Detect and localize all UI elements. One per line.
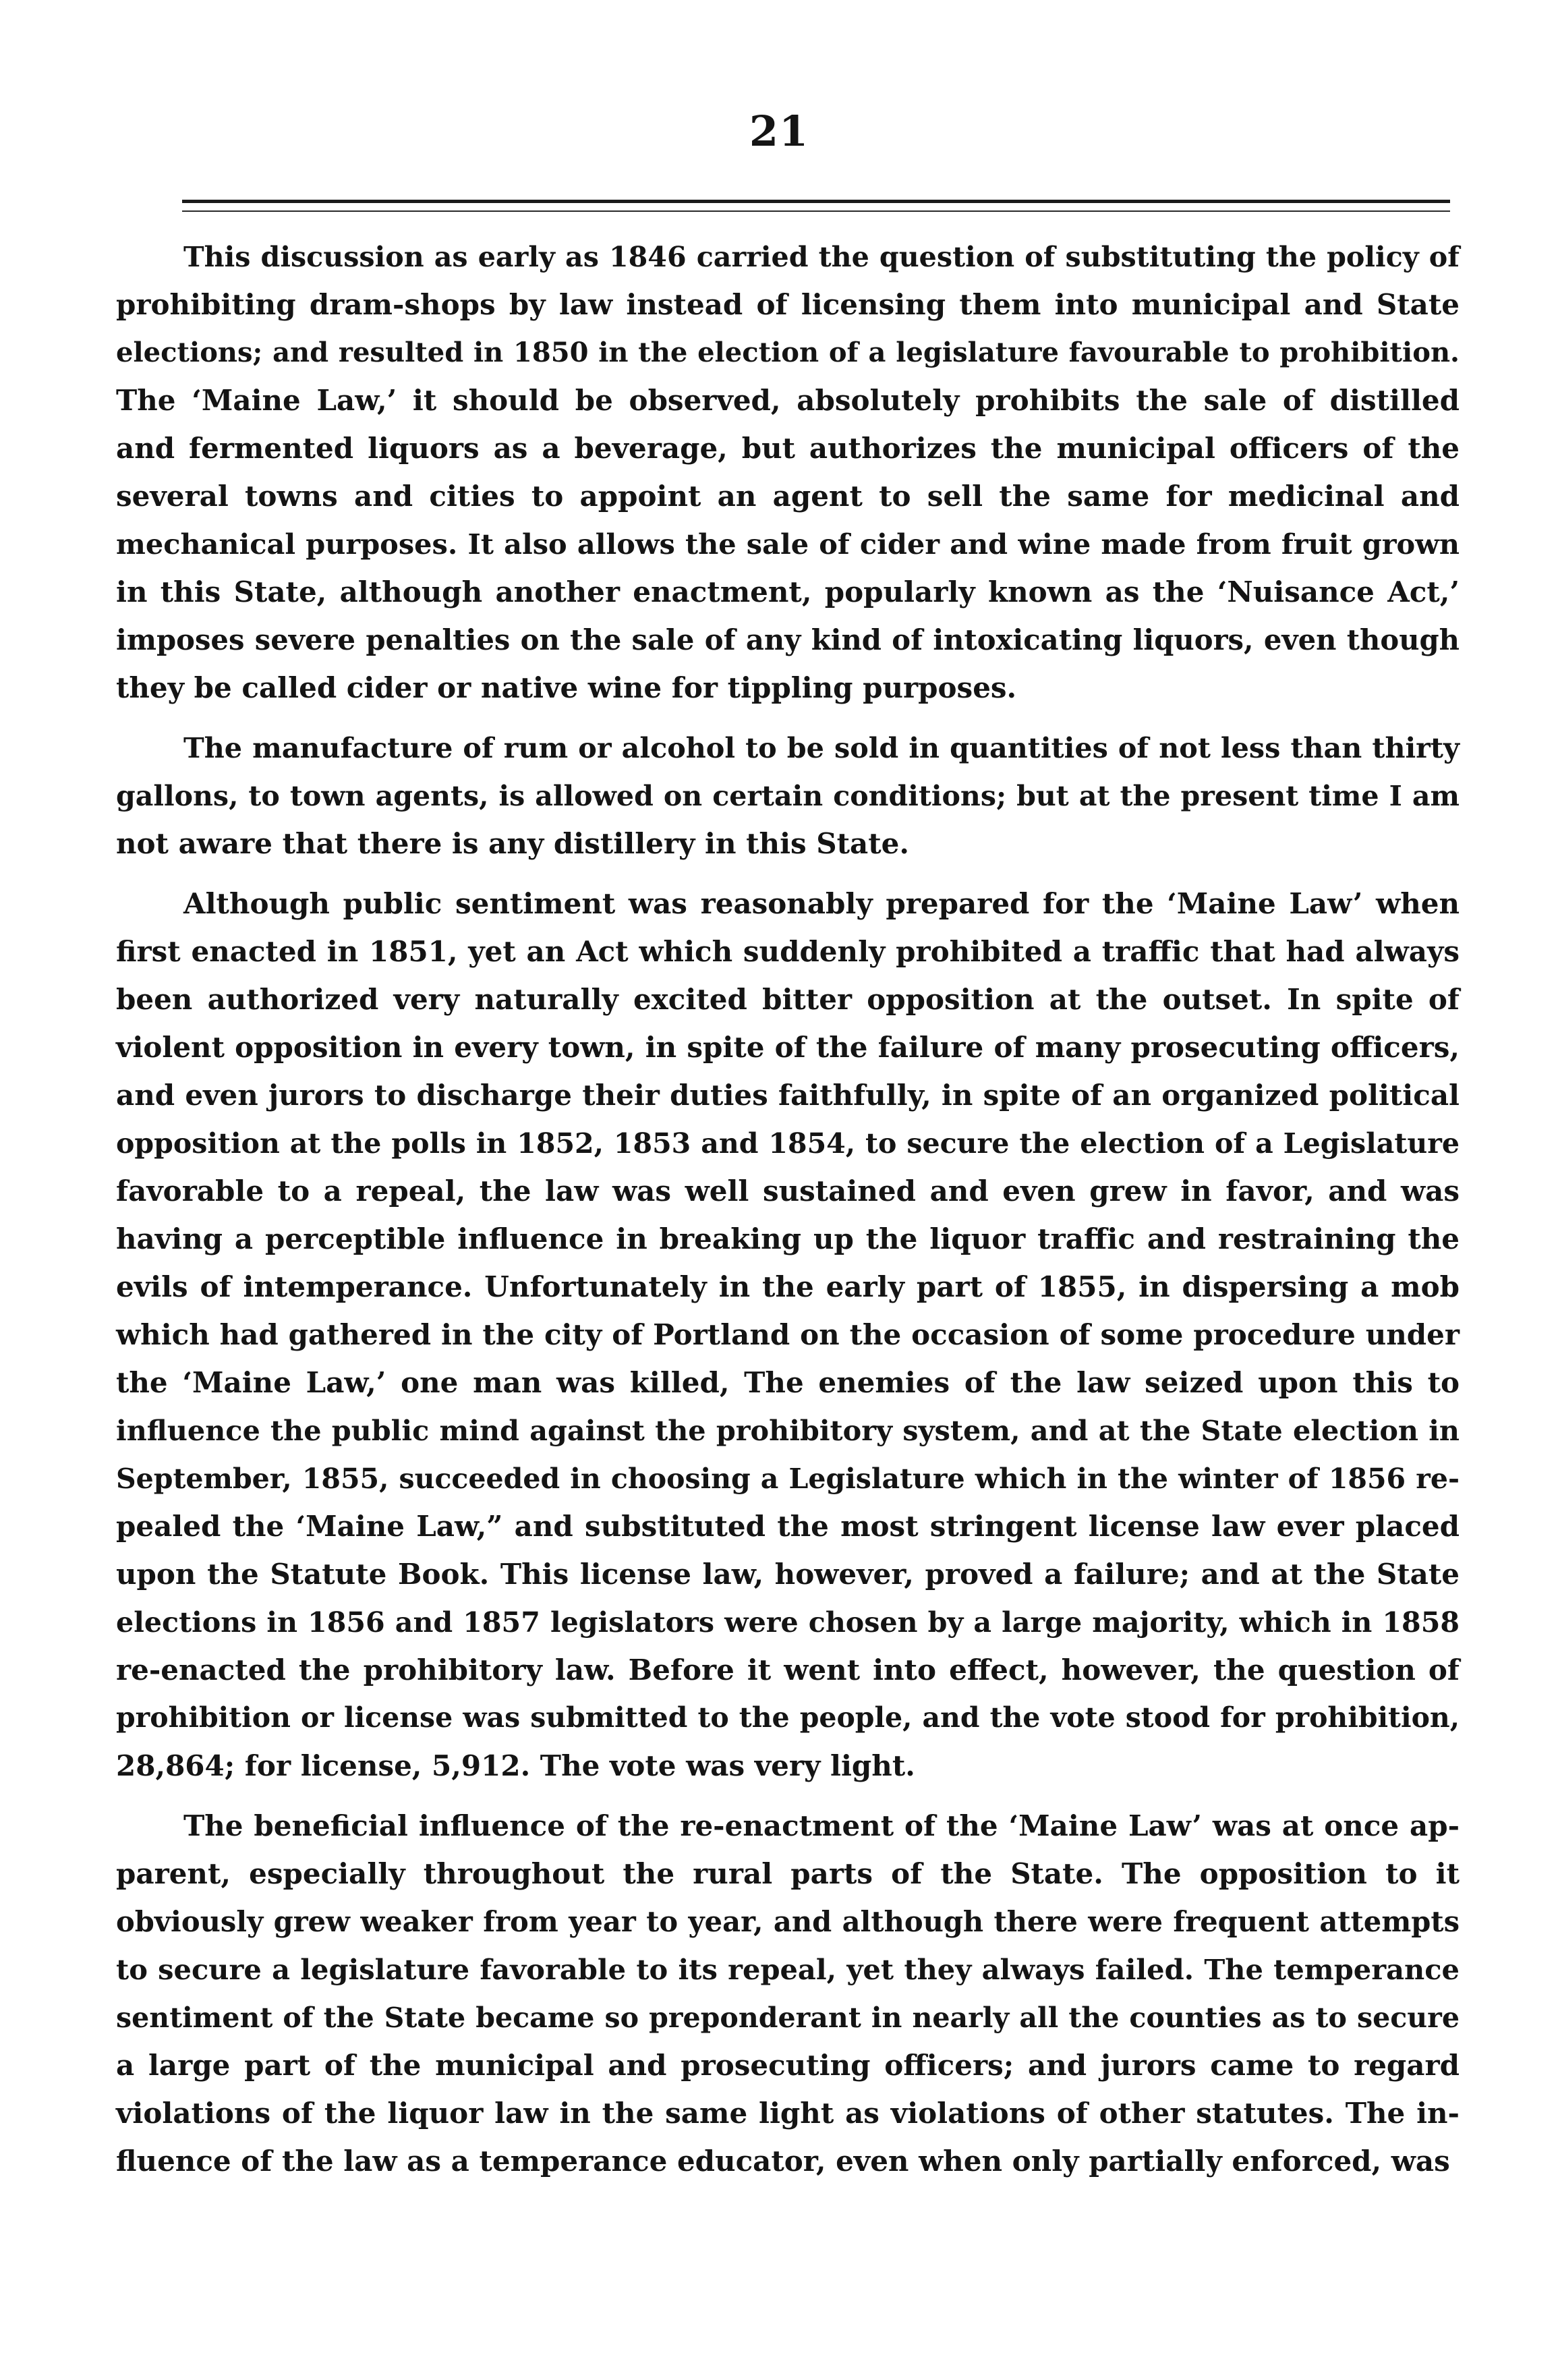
text-line: having a perceptible influence in breaking up the liquor traffic and restraining the xyxy=(116,1222,1460,1255)
text-line: and fermented liquors as a beverage, but authorizes the municipal officers of the xyxy=(116,432,1460,465)
text-line: influence the public mind against the prohibitory system, and at the State election in xyxy=(116,1414,1460,1447)
paragraph xyxy=(116,233,1460,712)
text-line: they be called cider or native wine for tippling purposes. xyxy=(116,671,1017,704)
header-rule-thick xyxy=(182,200,1450,203)
paragraph xyxy=(116,1802,1460,2185)
page-number: 21 xyxy=(749,107,809,156)
text-line: prohibition or license was submitted to the people, and the vote stood for prohibition, xyxy=(116,1701,1460,1734)
text-line: to secure a legislature favorable to its repeal, yet they always failed. The temperance xyxy=(116,1953,1460,1986)
text-line: sentiment of the State became so preponderant in nearly all the counties as to secure xyxy=(116,2001,1460,2034)
text-line: a large part of the municipal and prosecuting officers; and jurors came to regard xyxy=(116,2049,1460,2082)
text-line: The ‘Maine Law,’ it should be observed, absolutely prohibits the sale of distilled xyxy=(116,384,1460,417)
text-line: 28,864; for license, 5,912. The vote was very light. xyxy=(116,1749,915,1782)
header-rule-thin xyxy=(182,210,1450,212)
text-line: parent, especially throughout the rural parts of the State. The opposition to it xyxy=(116,1857,1460,1890)
text-line: re-enacted the prohibitory law. Before it went into effect, however, the question of xyxy=(116,1653,1460,1687)
text-line: prohibiting dram-shops by law instead of licensing them into municipal and State xyxy=(116,288,1460,321)
text-line: obviously grew weaker from year to year, and although there were frequent attempts xyxy=(116,1905,1460,1938)
text-line: The beneficial influence of the re-enactment of the ‘Maine Law’ was at once ap- xyxy=(183,1809,1460,1842)
text-line: upon the Statute Book. This license law, however, proved a failure; and at the State xyxy=(116,1558,1460,1591)
text-line: and even jurors to discharge their duties faithfully, in spite of an organized political xyxy=(116,1079,1460,1112)
paragraph xyxy=(116,724,1460,868)
text-line: the ‘Maine Law,’ one man was killed, The enemies of the law seized upon this to xyxy=(116,1366,1460,1399)
text-line: pealed the ‘Maine Law,” and substituted the most stringent license law ever placed xyxy=(116,1510,1460,1543)
text-line: fluence of the law as a temperance educator, even when only partially enforced, was xyxy=(116,2145,1450,2178)
text-line: violent opposition in every town, in spite of the failure of many prosecuting officers, xyxy=(116,1031,1460,1064)
text-line: elections; and resulted in 1850 in the election of a legislature favourable to prohibition. xyxy=(116,337,1460,368)
text-line: mechanical purposes. It also allows the sale of cider and wine made from fruit grown xyxy=(116,528,1460,561)
text-line: elections in 1856 and 1857 legislators were chosen by a large majority, which in 1858 xyxy=(116,1606,1460,1639)
paragraph-gap xyxy=(116,868,1460,880)
text-line: The manufacture of rum or alcohol to be sold in quantities of not less than thirty xyxy=(183,731,1460,764)
text-line: Although public sentiment was reasonably prepared for the ‘Maine Law’ when xyxy=(183,887,1460,920)
text-line: This discussion as early as 1846 carried the question of substituting the policy of xyxy=(183,240,1460,273)
text-line: imposes severe penalties on the sale of any kind of intoxicating liquors, even though xyxy=(116,623,1460,656)
text-line: opposition at the polls in 1852, 1853 and 1854, to secure the election of a Legislature xyxy=(116,1127,1460,1160)
text-line: been authorized very naturally excited bitter opposition at the outset. In spite of xyxy=(116,983,1460,1016)
text-line: favorable to a repeal, the law was well sustained and even grew in favor, and was xyxy=(116,1174,1460,1208)
text-line: evils of intemperance. Unfortunately in the early part of 1855, in dispersing a mob xyxy=(116,1270,1460,1303)
text-line: in this State, although another enactment, popularly known as the ‘Nuisance Act,’ xyxy=(116,575,1460,608)
text-line: first enacted in 1851, yet an Act which suddenly prohibited a traffic that had always xyxy=(116,935,1460,968)
paragraph xyxy=(116,880,1460,1790)
text-line: violations of the liquor law in the same light as violations of other statutes. The in- xyxy=(116,2097,1460,2130)
text-line: not aware that there is any distillery in this State. xyxy=(116,827,909,860)
text-line: September, 1855, succeeded in choosing a Legislature which in the winter of 1856 re- xyxy=(116,1462,1460,1495)
paragraph-gap xyxy=(116,1790,1460,1802)
text-line: gallons, to town agents, is allowed on certain conditions; but at the present time I am xyxy=(116,779,1460,812)
text-line: several towns and cities to appoint an agent to sell the same for medicinal and xyxy=(116,480,1460,513)
body-text xyxy=(116,233,1460,2185)
text-line: which had gathered in the city of Portland on the occasion of some procedure under xyxy=(116,1318,1460,1351)
paragraph-gap xyxy=(116,712,1460,724)
